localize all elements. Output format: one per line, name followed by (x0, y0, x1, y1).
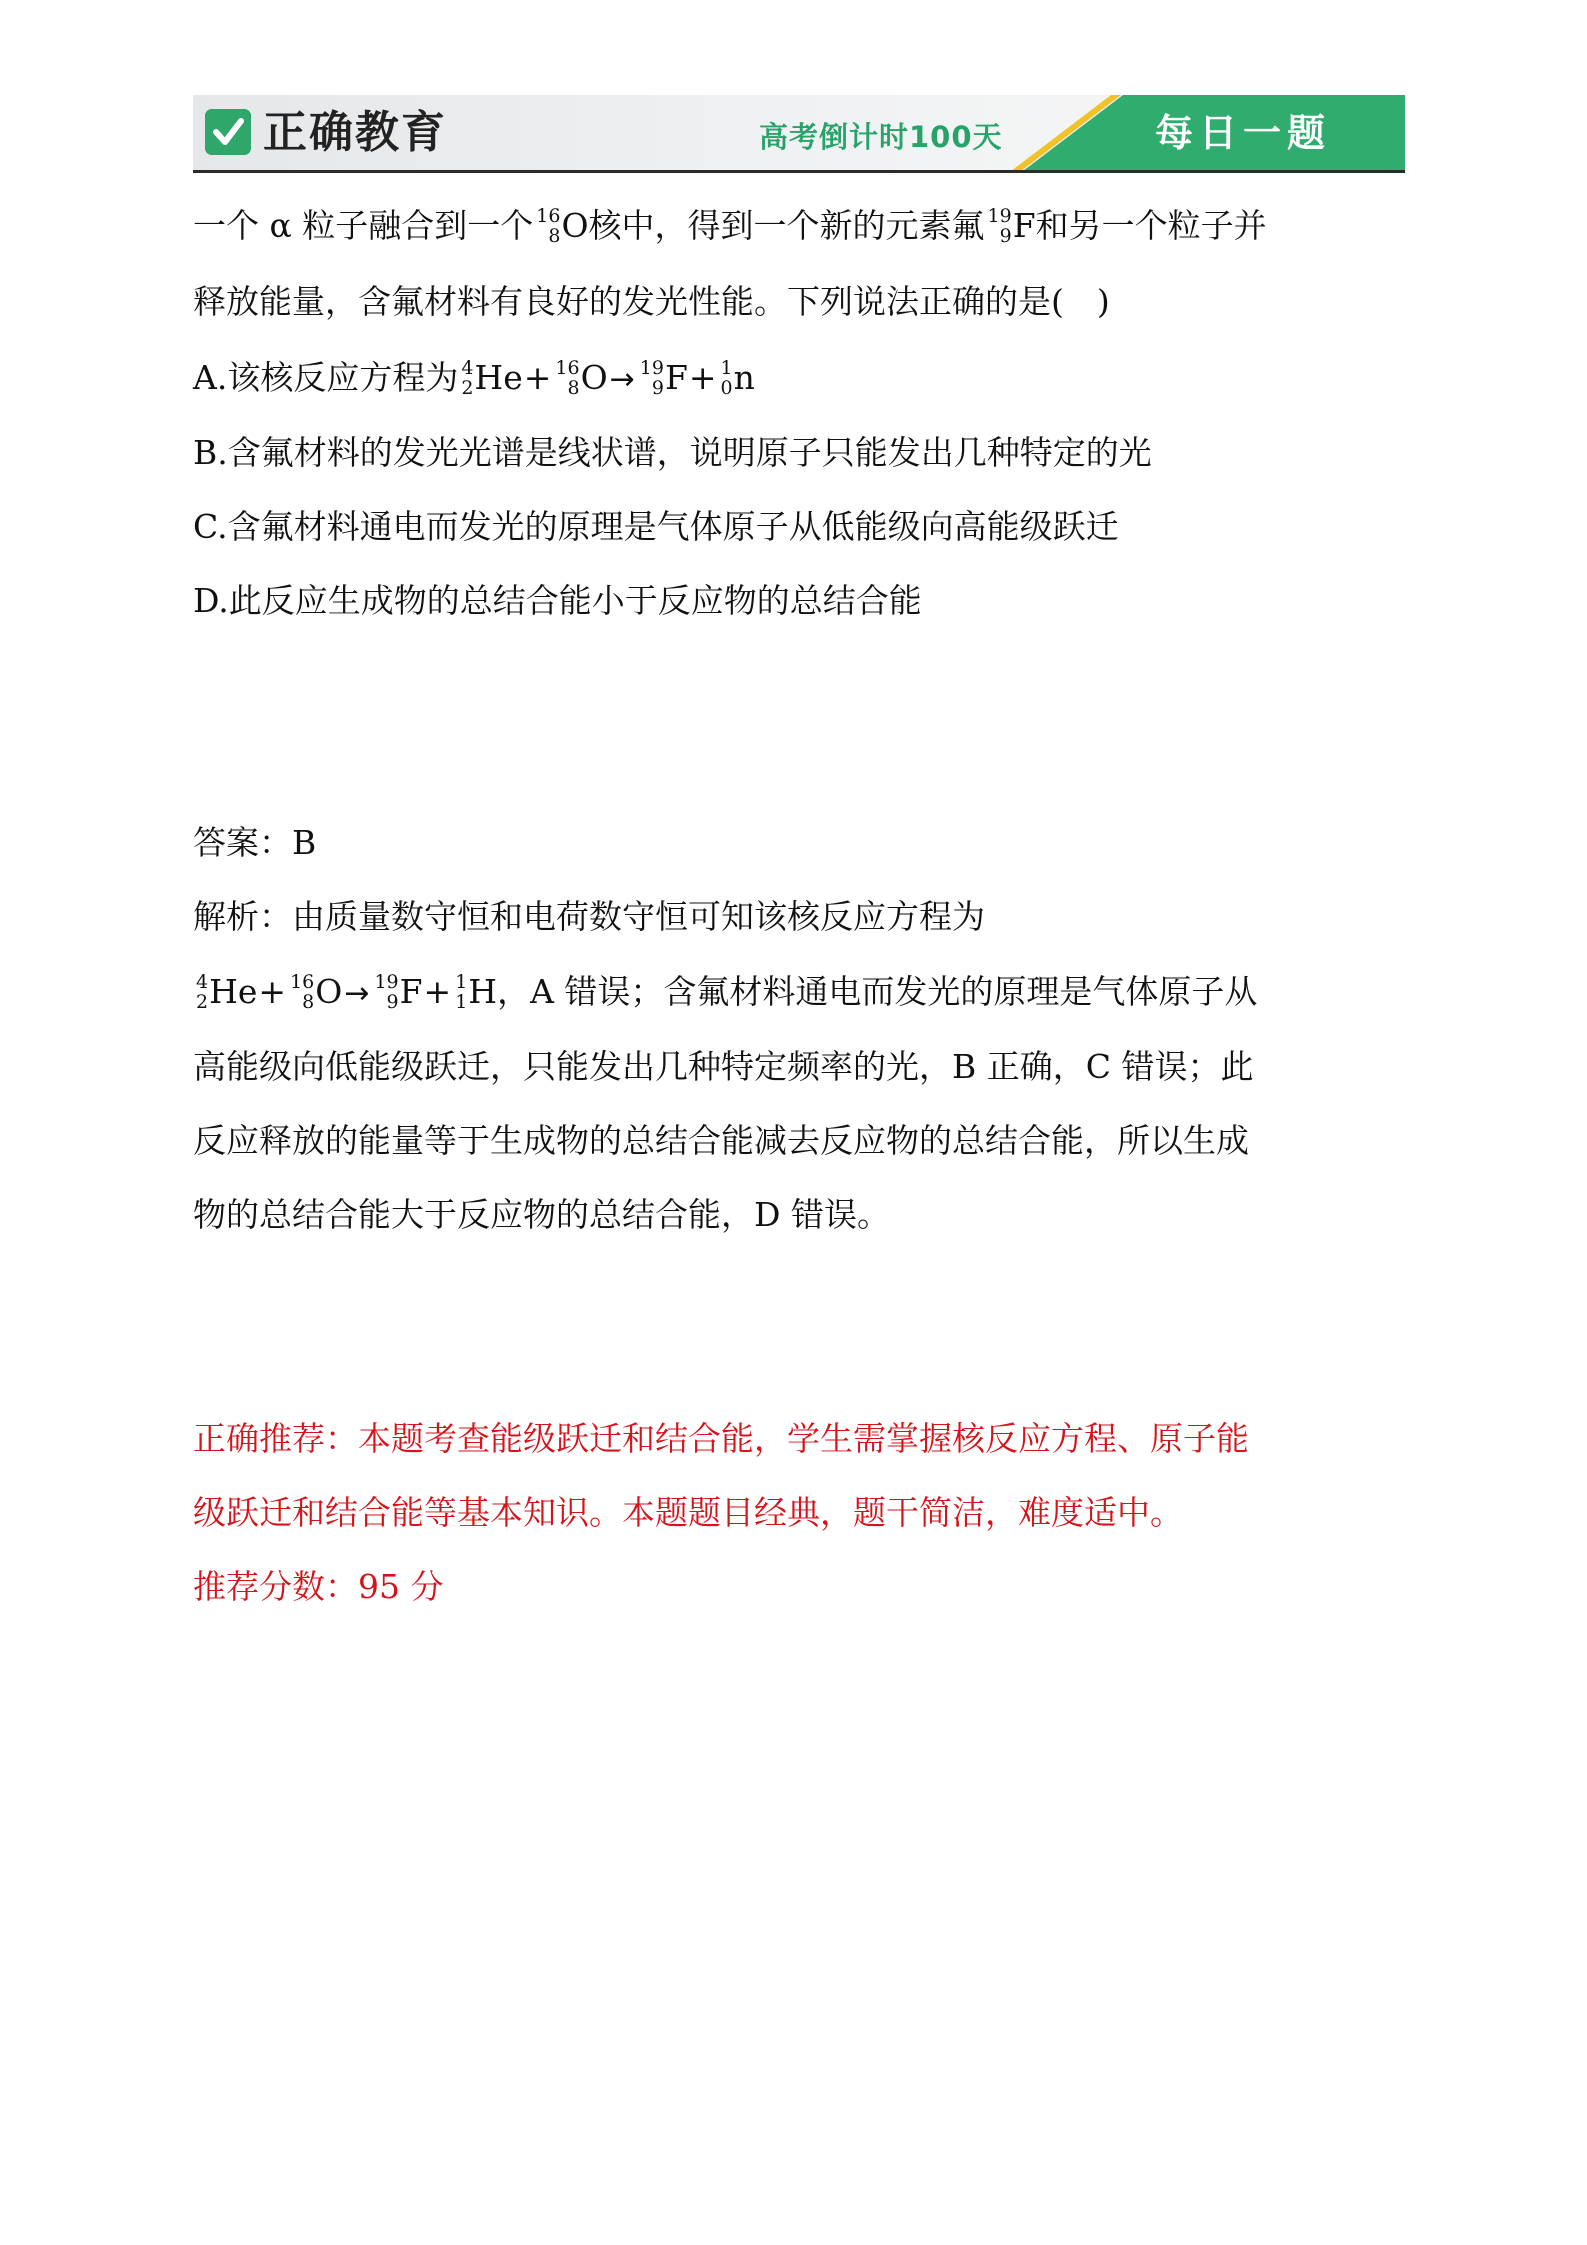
element-symbol: n (733, 358, 755, 397)
question-line-2: 释放能量，含氟材料有良好的发光性能。下列说法正确的是( ) (193, 282, 1110, 321)
helium-nuclide (196, 972, 208, 1012)
fluorine-nuclide (988, 206, 1012, 246)
element-symbol: F (399, 972, 423, 1011)
option-b: B.含氟材料的发光光谱是线状谱，说明原子只能发出几种特定的光 (193, 433, 1152, 472)
mass-number: 16 (555, 357, 580, 379)
question-text: 核中，得到一个新的元素氟 (588, 206, 985, 245)
element-symbol: O (315, 972, 343, 1011)
atomic-number: 8 (302, 991, 315, 1013)
element-symbol: F (1012, 206, 1036, 245)
atomic-number: 2 (461, 377, 474, 399)
oxygen-nuclide (290, 972, 314, 1012)
atomic-number: 8 (548, 225, 561, 247)
atomic-number: 2 (196, 991, 209, 1013)
header-divider (193, 170, 1405, 173)
spacer (193, 1252, 1413, 1402)
plus-sign: + (523, 358, 552, 397)
plus-sign: + (423, 972, 452, 1011)
recommendation-block (193, 1402, 1413, 1624)
neutron-nuclide (721, 358, 733, 398)
element-symbol: H (468, 972, 498, 1011)
analysis-text: ，A 错误；含氟材料通电而发光的原理是气体原子从 (497, 972, 1258, 1011)
analysis-equation-line (193, 954, 1413, 1030)
fluorine-nuclide (374, 972, 398, 1012)
mass-number: 19 (374, 971, 399, 993)
atomic-number: 9 (651, 377, 664, 399)
mass-number: 1 (455, 971, 468, 993)
daily-question-label: 每日一题 (1155, 111, 1332, 155)
element-symbol: He (474, 358, 523, 397)
atomic-number: 1 (455, 991, 468, 1013)
mass-number: 16 (536, 205, 561, 227)
analysis-line-5: 物的总结合能大于反应物的总结合能，D 错误。 (193, 1195, 890, 1234)
option-d: D.此反应生成物的总结合能小于反应物的总结合能 (193, 581, 922, 620)
plus-sign: + (688, 358, 717, 397)
option-a (193, 340, 1413, 416)
plus-sign: + (258, 972, 287, 1011)
recommend-line-2: 级跃迁和结合能等基本知识。本题题目经典，题干简洁，难度适中。 (193, 1493, 1183, 1532)
spacer (193, 638, 1413, 806)
header-banner (193, 95, 1405, 171)
option-c: C.含氟材料通电而发光的原理是气体原子从低能级向高能级跃迁 (193, 507, 1119, 546)
question-text: 一个 α 粒子融合到一个 (193, 206, 534, 245)
brand-name: 正确教育 (263, 107, 447, 158)
mass-number: 19 (987, 205, 1012, 227)
checkmark-logo-icon (205, 109, 251, 155)
recommend-score: 推荐分数：95 分 (193, 1567, 444, 1606)
atomic-number: 8 (567, 377, 580, 399)
element-symbol: O (561, 206, 589, 245)
analysis-intro: 解析：由质量数守恒和电荷数守恒可知该核反应方程为 (193, 897, 985, 936)
element-symbol: F (664, 358, 688, 397)
hydrogen-nuclide (455, 972, 467, 1012)
recommend-line-1: 正确推荐：本题考查能级跃迁和结合能，学生需掌握核反应方程、原子能 (193, 1419, 1249, 1458)
analysis-line-3: 高能级向低能级跃迁，只能发出几种特定频率的光，B 正确，C 错误；此 (193, 1047, 1254, 1086)
fluorine-nuclide (640, 358, 664, 398)
oxygen-nuclide (555, 358, 579, 398)
exam-countdown: 高考倒计时100天 (759, 120, 1003, 154)
atomic-number: 9 (999, 225, 1012, 247)
question-text: 和另一个粒子并 (1035, 206, 1267, 245)
mass-number: 16 (290, 971, 315, 993)
atomic-number: 9 (386, 991, 399, 1013)
analysis-line-4: 反应释放的能量等于生成物的总结合能减去反应物的总结合能，所以生成 (193, 1121, 1249, 1160)
mass-number: 4 (196, 971, 209, 993)
reaction-arrow-icon: → (344, 976, 370, 1011)
mass-number: 4 (461, 357, 474, 379)
reaction-arrow-icon: → (609, 362, 635, 397)
answer-line: 答案：B (193, 823, 317, 862)
question-line-1 (193, 188, 1413, 264)
option-a-label: A.该核反应方程为 (193, 358, 459, 397)
element-symbol: O (580, 358, 608, 397)
element-symbol: He (209, 972, 258, 1011)
question-content (193, 188, 1413, 1624)
mass-number: 1 (720, 357, 733, 379)
helium-nuclide (461, 358, 473, 398)
atomic-number: 0 (720, 377, 733, 399)
mass-number: 19 (639, 357, 664, 379)
oxygen-nuclide (536, 206, 560, 246)
